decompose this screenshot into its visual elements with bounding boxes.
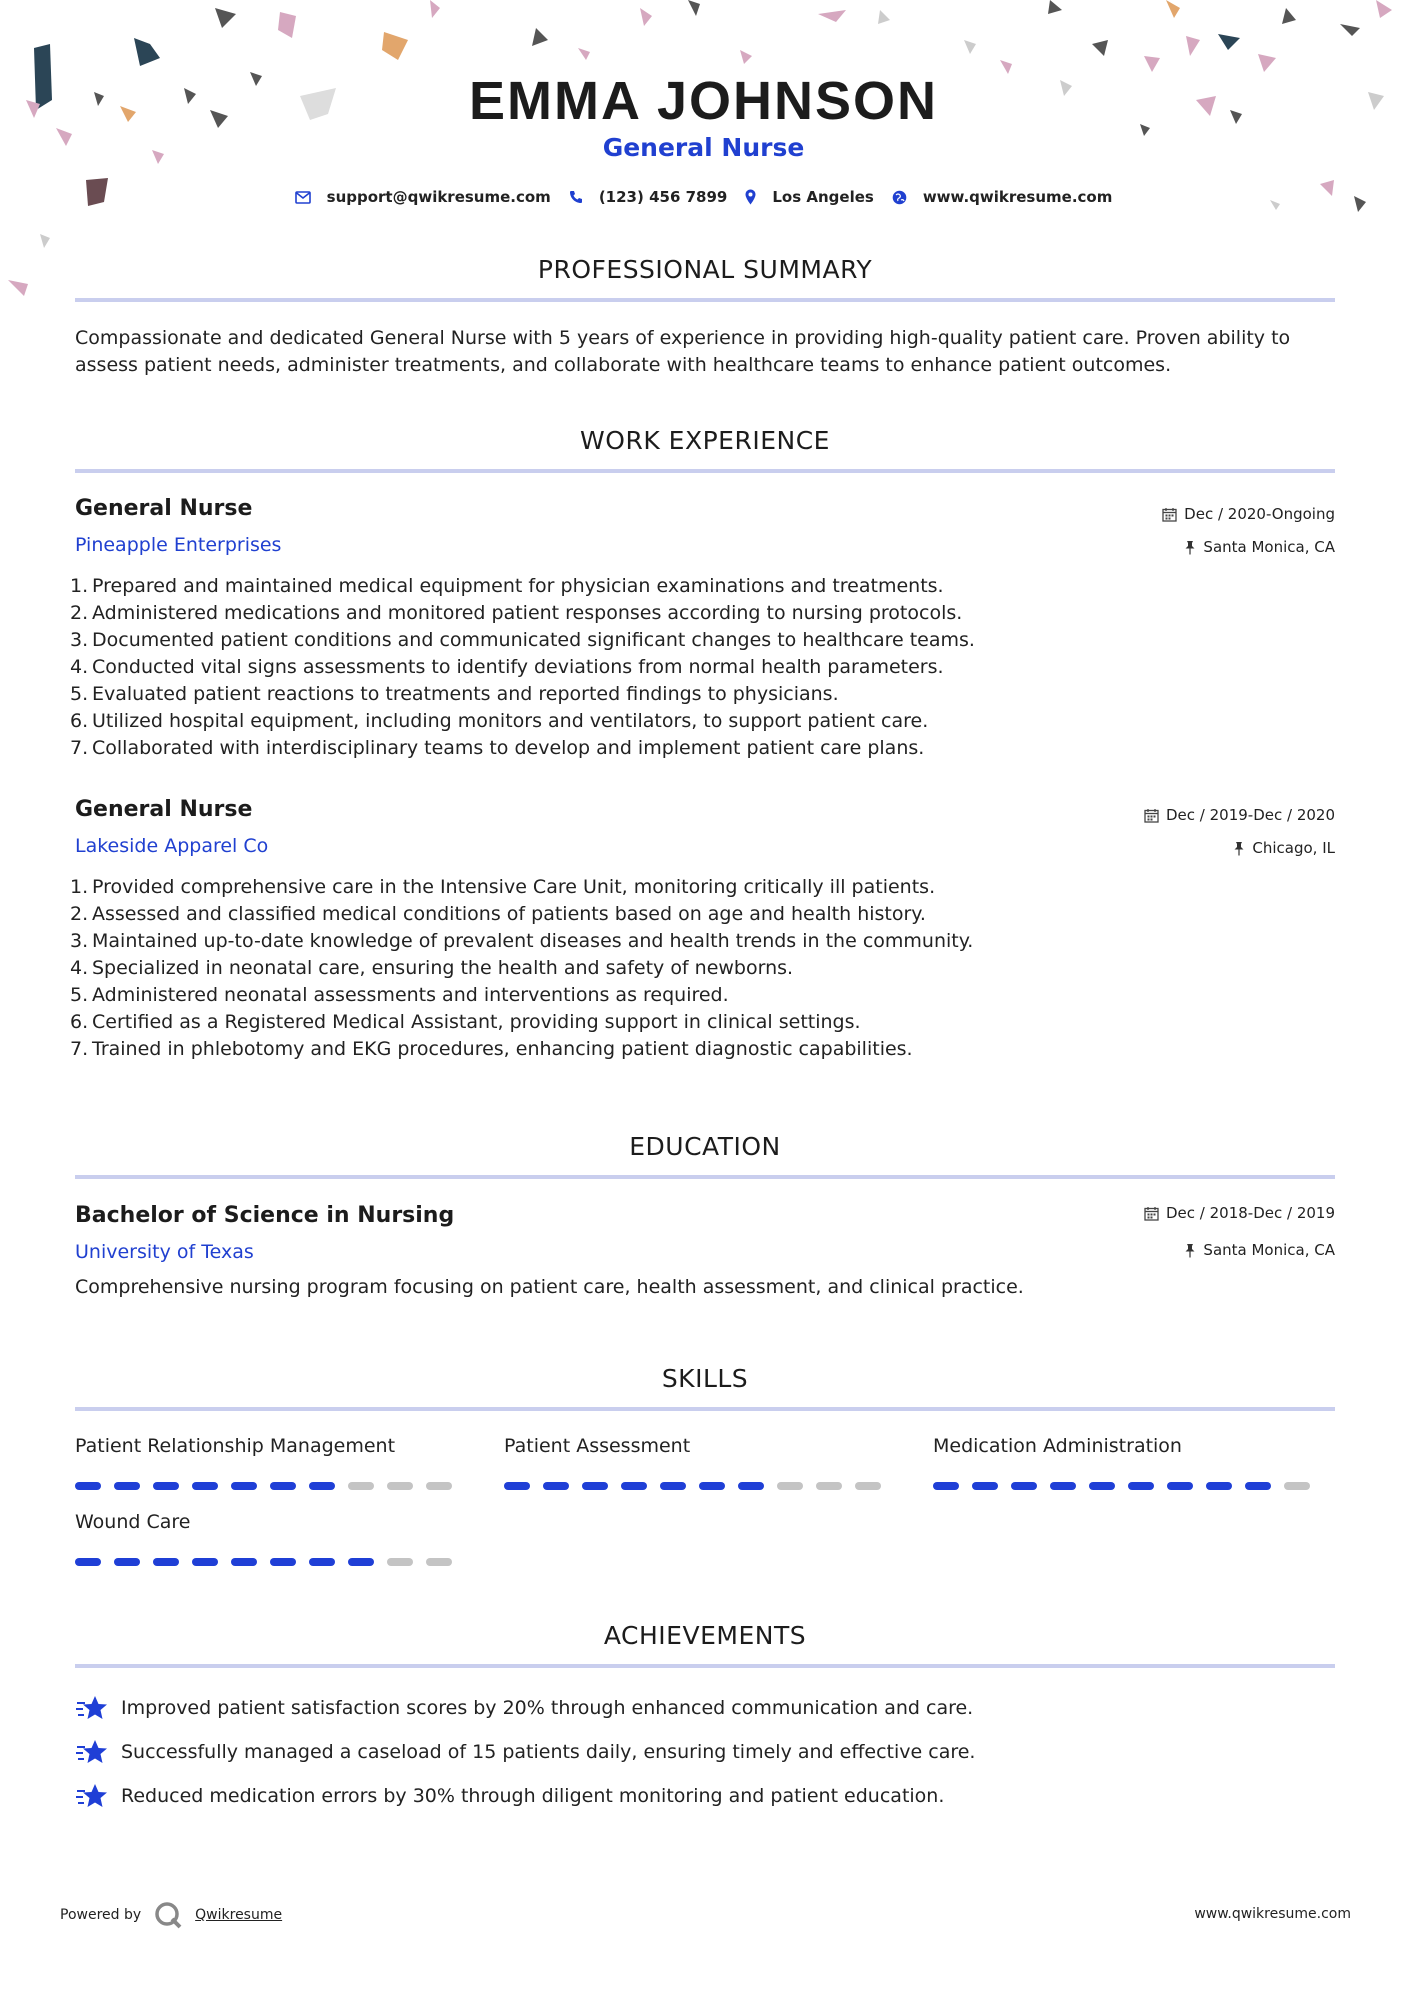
globe-icon [892, 190, 907, 205]
skill-level-segment [348, 1482, 374, 1490]
skill-level-segment [192, 1482, 218, 1490]
list-item: Evaluated patient reactions to treatments and reported findings to physicians. [92, 683, 839, 705]
skill-level-segment [270, 1482, 296, 1490]
education-divider [75, 1175, 1335, 1179]
job-location [1184, 538, 1335, 556]
list-item: Trained in phlebotomy and EKG procedures, enhancing patient diagnostic capabilities. [92, 1038, 913, 1060]
skill-level-segment [543, 1482, 569, 1490]
skill-level-segment [75, 1482, 101, 1490]
job-dates-text: Dec / 2020-Ongoing [1184, 505, 1335, 523]
skill-name: Medication Administration [933, 1435, 1182, 1457]
phone-text: (123) 456 7899 [598, 188, 728, 206]
calendar-icon [1162, 507, 1177, 522]
list-item: Certified as a Registered Medical Assistant, providing support in clinical settings. [92, 1011, 861, 1033]
skill-level-segment [699, 1482, 725, 1490]
footer-website[interactable]: www.qwikresume.com [1194, 1906, 1351, 1922]
job-dates-text: Dec / 2019-Dec / 2020 [1166, 806, 1335, 824]
achievement-item [75, 1782, 944, 1810]
skill-item [933, 1435, 1333, 1490]
list-item: Maintained up-to-date knowledge of prevalent diseases and health trends in the community. [92, 930, 974, 952]
list-item: Assessed and classified medical conditions of patients based on age and health history. [92, 903, 926, 925]
list-item: Administered neonatal assessments and interventions as required. [92, 984, 729, 1006]
skill-level-segment [1284, 1482, 1310, 1490]
job-title: General Nurse [75, 496, 253, 521]
list-item: Utilized hospital equipment, including monitors and ventilators, to support patient care. [92, 710, 929, 732]
envelope-icon [295, 191, 311, 204]
job-location-text: Santa Monica, CA [1203, 538, 1335, 556]
experience-divider [75, 469, 1335, 473]
phone-icon [569, 190, 583, 204]
skill-level-segment [114, 1482, 140, 1490]
skill-level-segment [1050, 1482, 1076, 1490]
skill-level-segment [621, 1482, 647, 1490]
skill-level-segment [504, 1482, 530, 1490]
list-item: Provided comprehensive care in the Intensive Care Unit, monitoring critically ill patients. [92, 876, 936, 898]
skill-level-segment [387, 1558, 413, 1566]
job-responsibilities [70, 874, 1070, 1063]
skill-level-segment [309, 1558, 335, 1566]
education-description: Comprehensive nursing program focusing on patient care, health assessment, and clinical practice. [75, 1276, 1024, 1298]
calendar-icon [1144, 1206, 1159, 1221]
achievement-text: Successfully managed a caseload of 15 patients daily, ensuring timely and effective care. [121, 1741, 976, 1763]
qwikresume-logo-icon [153, 1900, 183, 1930]
skill-level-segment [192, 1558, 218, 1566]
pushpin-icon [1184, 1243, 1196, 1258]
skills-heading: SKILLS [661, 1364, 749, 1393]
achievements-divider [75, 1664, 1335, 1668]
skill-level-segment [1011, 1482, 1037, 1490]
job-company: Lakeside Apparel Co [75, 835, 269, 857]
skill-level-segment [387, 1482, 413, 1490]
calendar-icon [1144, 808, 1159, 823]
achievement-item [75, 1694, 973, 1722]
powered-by-label: Powered by [60, 1907, 142, 1923]
skill-level-segment [1167, 1482, 1193, 1490]
star-icon [75, 1782, 109, 1810]
skill-level-bar [933, 1482, 1333, 1490]
job-location-text: Chicago, IL [1252, 839, 1335, 857]
skill-level-segment [153, 1558, 179, 1566]
skill-level-segment [660, 1482, 686, 1490]
email-text: support@qwikresume.com [326, 188, 551, 206]
skill-name: Patient Relationship Management [75, 1435, 396, 1457]
contact-bar [0, 188, 1407, 206]
skill-level-segment [270, 1558, 296, 1566]
qwikresume-link[interactable]: Qwikresume [195, 1907, 283, 1923]
education-heading: EDUCATION [629, 1132, 781, 1161]
skill-level-segment [75, 1558, 101, 1566]
list-item: Documented patient conditions and communicated significant changes to healthcare teams. [92, 629, 975, 651]
list-item: Prepared and maintained medical equipment for physician examinations and treatments. [92, 575, 944, 597]
skill-name: Wound Care [75, 1511, 191, 1533]
skill-level-segment [1245, 1482, 1271, 1490]
skill-level-segment [231, 1558, 257, 1566]
list-item: Conducted vital signs assessments to identify deviations from normal health parameters. [92, 656, 944, 678]
skill-level-segment [777, 1482, 803, 1490]
job-company: Pineapple Enterprises [75, 534, 282, 556]
skill-level-segment [582, 1482, 608, 1490]
skill-item [504, 1435, 904, 1490]
skill-level-segment [1128, 1482, 1154, 1490]
achievement-text: Reduced medication errors by 30% through diligent monitoring and patient education. [121, 1785, 945, 1807]
achievements-heading: ACHIEVEMENTS [603, 1621, 807, 1650]
star-icon [75, 1694, 109, 1722]
skill-level-bar [75, 1558, 475, 1566]
contact-website[interactable] [892, 188, 1113, 206]
location-text: Los Angeles [772, 188, 874, 206]
skill-level-bar [75, 1482, 475, 1490]
list-item: Collaborated with interdisciplinary teams to develop and implement patient care plans. [92, 737, 925, 759]
skill-level-segment [933, 1482, 959, 1490]
skill-level-bar [504, 1482, 904, 1490]
summary-text: Compassionate and dedicated General Nurse with 5 years of experience in providing high-quality patient care. Proven ability to assess patient needs, administer treatments, and collaborate with healthcare teams to enhance patient outcomes. [75, 327, 1291, 376]
education-dates-text: Dec / 2018-Dec / 2019 [1166, 1204, 1335, 1222]
experience-heading: WORK EXPERIENCE [580, 426, 830, 455]
skill-level-segment [855, 1482, 881, 1490]
pushpin-icon [1184, 540, 1196, 555]
skill-level-segment [114, 1558, 140, 1566]
skill-level-segment [309, 1482, 335, 1490]
skill-level-segment [1089, 1482, 1115, 1490]
job-responsibilities [70, 573, 1070, 762]
skill-level-segment [153, 1482, 179, 1490]
skill-level-segment [738, 1482, 764, 1490]
degree-title: Bachelor of Science in Nursing [75, 1203, 455, 1228]
school-name: University of Texas [75, 1241, 254, 1263]
map-marker-icon [745, 189, 756, 205]
job-title: General Nurse [75, 797, 253, 822]
skill-item [75, 1511, 475, 1566]
star-icon [75, 1738, 109, 1766]
education-location [1184, 1241, 1335, 1259]
list-item: Specialized in neonatal care, ensuring the health and safety of newborns. [92, 957, 794, 979]
job-dates [1162, 505, 1335, 523]
contact-email[interactable] [295, 188, 551, 206]
education-dates [1144, 1204, 1335, 1222]
candidate-name: EMMA JOHNSON [468, 71, 939, 131]
skills-divider [75, 1407, 1335, 1411]
skill-level-segment [426, 1482, 452, 1490]
contact-phone[interactable] [569, 188, 728, 206]
skill-level-segment [426, 1558, 452, 1566]
pushpin-icon [1233, 841, 1245, 856]
list-item: Administered medications and monitored patient responses according to nursing protocols. [92, 602, 963, 624]
skill-level-segment [972, 1482, 998, 1490]
website-text: www.qwikresume.com [922, 188, 1113, 206]
skill-level-segment [1206, 1482, 1232, 1490]
summary-divider [75, 298, 1335, 302]
footer-powered-by [60, 1900, 282, 1930]
skill-level-segment [348, 1558, 374, 1566]
achievement-text: Improved patient satisfaction scores by 20% through enhanced communication and care. [121, 1697, 974, 1719]
summary-heading: PROFESSIONAL SUMMARY [537, 255, 873, 284]
job-dates [1144, 806, 1335, 824]
skill-name: Patient Assessment [504, 1435, 691, 1457]
contact-location [745, 188, 873, 206]
candidate-role: General Nurse [602, 133, 805, 162]
skill-level-segment [231, 1482, 257, 1490]
skill-item [75, 1435, 475, 1490]
skill-level-segment [816, 1482, 842, 1490]
education-location-text: Santa Monica, CA [1203, 1241, 1335, 1259]
achievement-item [75, 1738, 975, 1766]
job-location [1233, 839, 1335, 857]
